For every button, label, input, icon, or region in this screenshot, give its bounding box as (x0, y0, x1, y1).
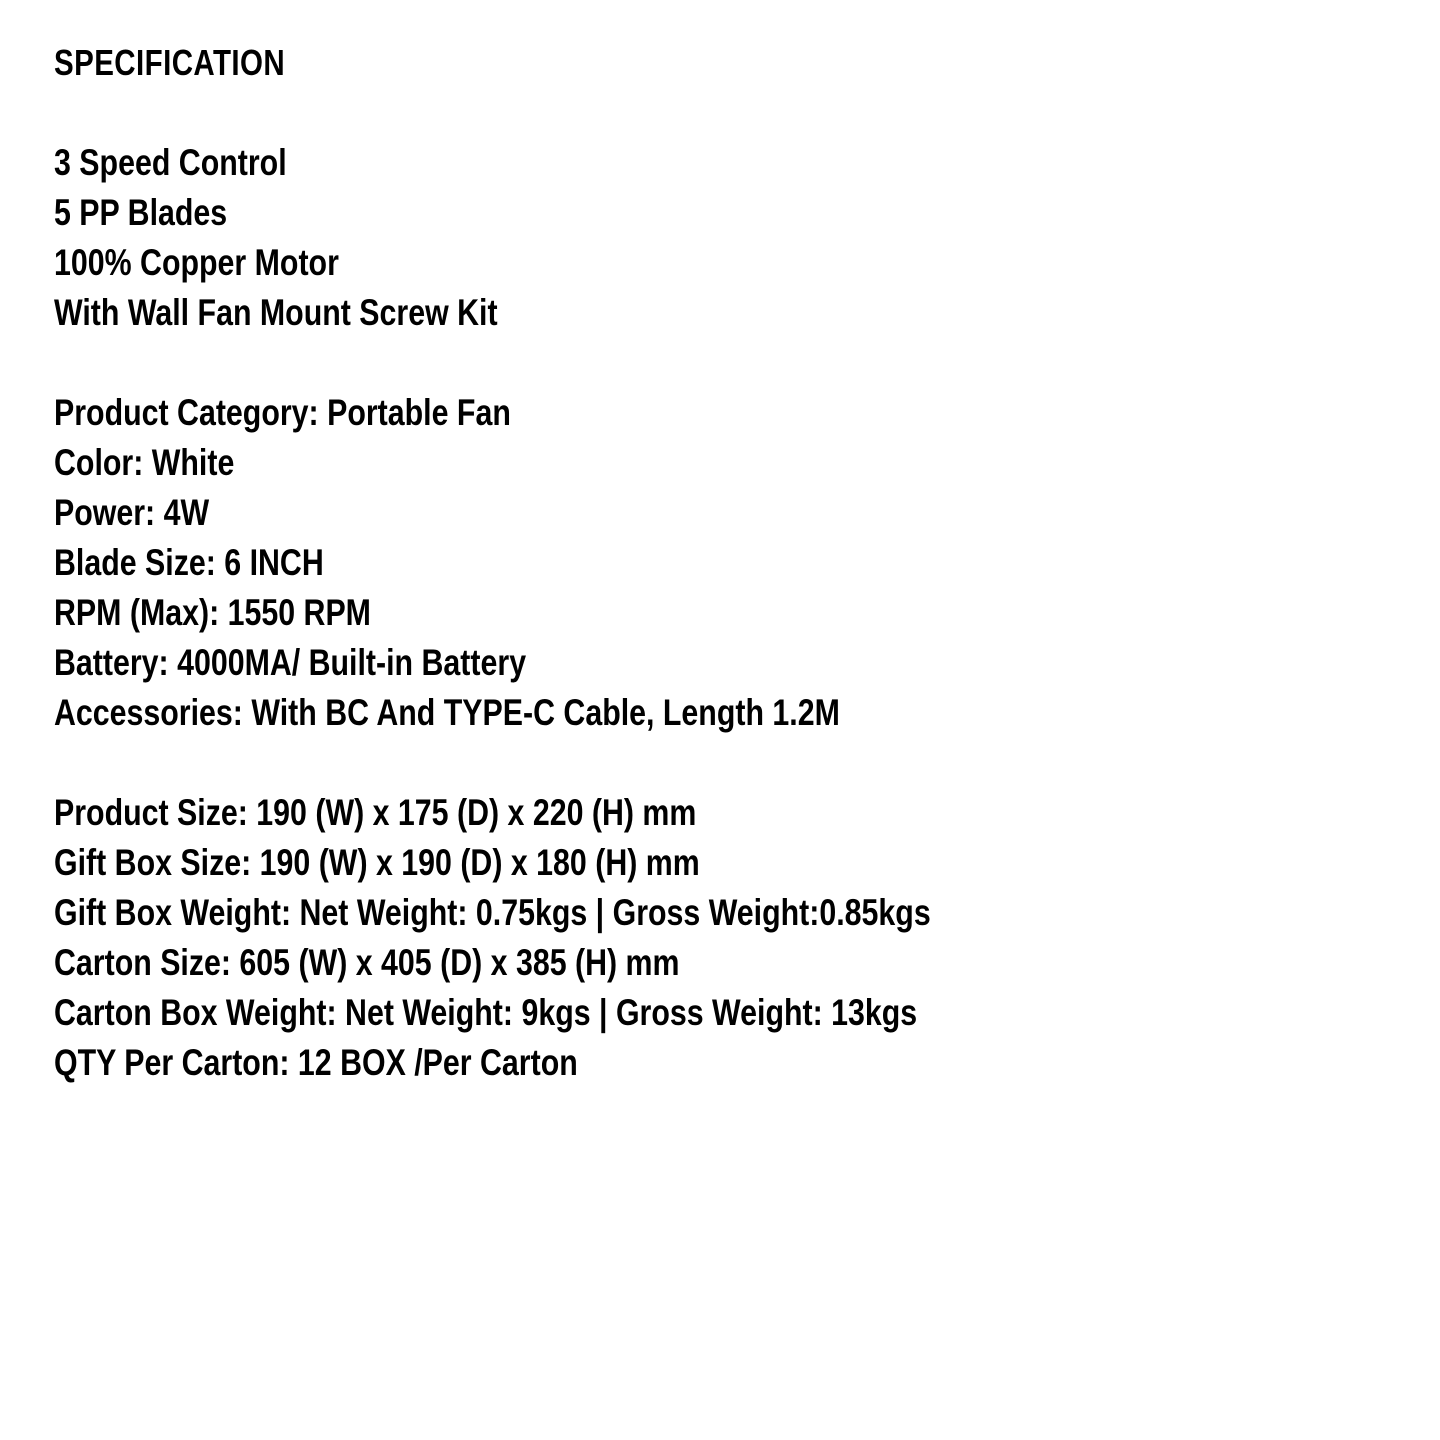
packaging-item: Carton Size: 605 (W) x 405 (D) x 385 (H) mm (54, 942, 680, 983)
product-info-item: RPM (Max): 1550 RPM (54, 592, 371, 633)
product-info-list (54, 388, 1394, 738)
feature-item: With Wall Fan Mount Screw Kit (54, 292, 498, 333)
product-info-item: Product Category: Portable Fan (54, 392, 511, 433)
feature-item: 5 PP Blades (54, 192, 228, 233)
packaging-item: Gift Box Weight: Net Weight: 0.75kgs | Gross Weight:0.85kgs (54, 892, 931, 933)
packaging-item: Gift Box Size: 190 (W) x 190 (D) x 180 (H) mm (54, 842, 700, 883)
packaging-item: Carton Box Weight: Net Weight: 9kgs | Gross Weight: 13kgs (54, 992, 918, 1033)
packaging-list (54, 788, 1394, 1088)
product-info-item: Power: 4W (54, 492, 210, 533)
product-info-item: Blade Size: 6 INCH (54, 542, 324, 583)
feature-item: 100% Copper Motor (54, 242, 339, 283)
product-info-item: Accessories: With BC And TYPE-C Cable, Length 1.2M (54, 692, 840, 733)
product-info-item: Color: White (54, 442, 235, 483)
packaging-item: QTY Per Carton: 12 BOX /Per Carton (54, 1042, 578, 1083)
page-title: SPECIFICATION (54, 42, 286, 83)
features-list (54, 138, 1394, 338)
product-info-item: Battery: 4000MA/ Built-in Battery (54, 642, 527, 683)
specification-sheet (54, 38, 1394, 1088)
feature-item: 3 Speed Control (54, 142, 287, 183)
packaging-item: Product Size: 190 (W) x 175 (D) x 220 (H) mm (54, 792, 697, 833)
